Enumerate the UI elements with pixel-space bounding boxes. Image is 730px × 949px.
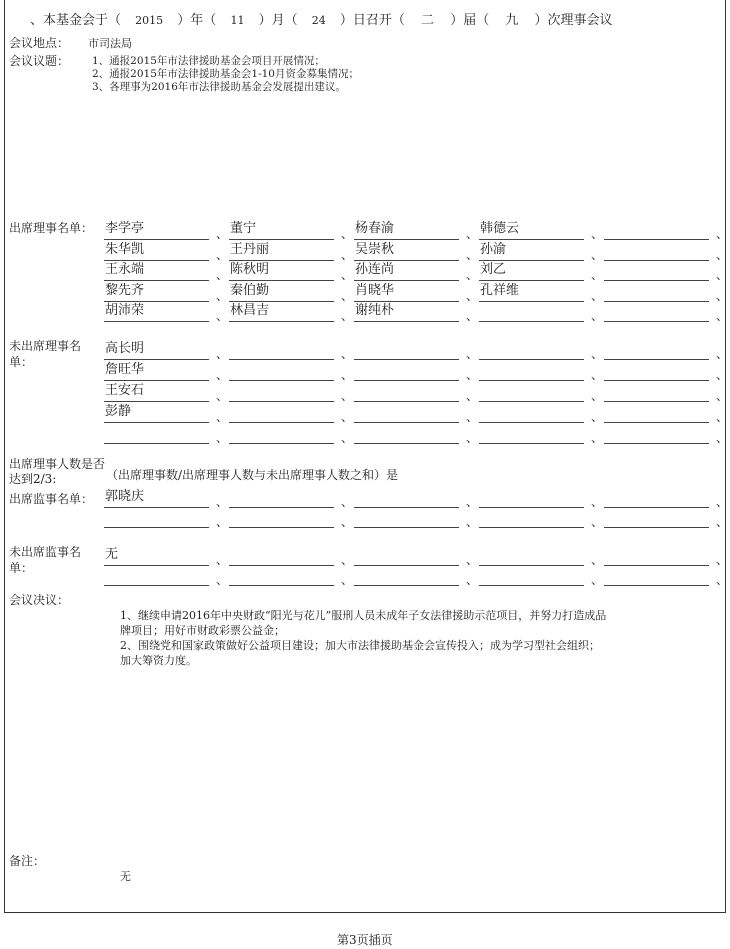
name-cell: 彭静 — [104, 403, 209, 423]
separator-mark: 、 — [591, 309, 604, 323]
header-day: 24 — [311, 14, 326, 27]
name-cell — [354, 508, 459, 528]
separator-mark: 、 — [341, 515, 354, 529]
name-cell: 孙连尚 — [354, 261, 459, 281]
name-cell — [479, 424, 584, 444]
separator-mark: 、 — [716, 309, 729, 323]
separator-mark: 、 — [466, 515, 479, 529]
separator-mark: 、 — [216, 368, 229, 382]
name-cell — [229, 382, 334, 402]
quorum-label: 出席理事人数是否达到2/3: — [9, 457, 106, 486]
name-cell — [354, 361, 459, 381]
separator-mark: 、 — [591, 495, 604, 509]
separator-mark: 、 — [716, 431, 729, 445]
separator-mark: 、 — [591, 431, 604, 445]
name-cell — [479, 302, 584, 322]
separator-mark: 、 — [216, 227, 229, 241]
separator-mark: 、 — [216, 431, 229, 445]
separator-mark: 、 — [341, 553, 354, 567]
quorum-note: （出席理事数/出席理事人数与未出席理事人数之和）是 — [106, 468, 399, 482]
header-day-suffix: ）日召开（ — [339, 13, 405, 28]
name-cell — [229, 546, 334, 566]
separator-mark: 、 — [591, 227, 604, 241]
separator-mark: 、 — [716, 515, 729, 529]
separator-mark: 、 — [591, 410, 604, 424]
name-cell: 董宁 — [229, 220, 334, 240]
name-cell — [604, 566, 709, 586]
agenda-item: 3、各理事为2016年市法律援助基金会发展提出建议。 — [92, 81, 346, 93]
name-cell — [354, 546, 459, 566]
separator-mark: 、 — [341, 247, 354, 262]
name-cell — [229, 340, 334, 360]
separator-mark: 、 — [466, 495, 479, 509]
name-cell — [104, 566, 209, 586]
name-cell: 詹旺华 — [104, 361, 209, 381]
name-cell — [229, 566, 334, 586]
name-cell — [604, 282, 709, 302]
name-cell: 吴崇秋 — [354, 241, 459, 261]
name-cell — [229, 361, 334, 381]
name-cell: 胡沛荣 — [104, 302, 209, 322]
remarks-value: 无 — [120, 870, 131, 883]
separator-mark: 、 — [341, 573, 354, 587]
separator-mark: 、 — [341, 227, 354, 241]
separator-mark: 、 — [716, 495, 729, 509]
location-value: 市司法局 — [88, 37, 132, 50]
name-cell — [604, 361, 709, 381]
name-cell — [604, 340, 709, 360]
separator-mark: 、 — [466, 389, 479, 403]
name-cell: 肖晓华 — [354, 282, 459, 302]
separator-mark: 、 — [466, 227, 479, 241]
resolution-item: 2、围绕党和国家政策做好公益项目建设；加大市法律援助基金会宣传投入；成为学习型社会组织；加大筹资力度。 — [120, 639, 600, 667]
name-cell — [604, 220, 709, 240]
separator-mark: 、 — [466, 410, 479, 424]
separator-mark: 、 — [466, 268, 479, 282]
name-cell: 王丹丽 — [229, 241, 334, 261]
name-cell — [229, 424, 334, 444]
header-meeting-suffix: ）次理事会议 — [534, 13, 613, 28]
separator-mark: 、 — [591, 288, 604, 303]
separator-mark: 、 — [591, 347, 604, 361]
header-month-suffix: ）月（ — [258, 13, 298, 28]
separator-mark: 、 — [591, 573, 604, 587]
name-cell — [479, 403, 584, 423]
separator-mark: 、 — [716, 227, 729, 241]
name-cell: 孔祥维 — [479, 282, 584, 302]
remarks-label: 备注： — [9, 854, 46, 868]
absent-directors-label: 未出席理事名单： — [9, 339, 82, 369]
name-cell — [229, 403, 334, 423]
separator-mark: 、 — [341, 410, 354, 424]
name-cell: 秦伯勤 — [229, 282, 334, 302]
name-cell — [479, 382, 584, 402]
name-cell — [604, 488, 709, 508]
name-cell: 黎先齐 — [104, 282, 209, 302]
separator-mark: 、 — [716, 347, 729, 361]
name-cell: 王永端 — [104, 261, 209, 281]
name-cell — [354, 424, 459, 444]
name-cell — [604, 302, 709, 322]
separator-mark: 、 — [216, 268, 229, 282]
separator-mark: 、 — [216, 347, 229, 361]
name-cell — [229, 488, 334, 508]
header-session-suffix: ）届（ — [450, 13, 490, 28]
location-label: 会议地点： — [9, 36, 70, 50]
name-cell: 林昌吉 — [229, 302, 334, 322]
separator-mark: 、 — [216, 495, 229, 509]
header-meeting-no: 九 — [505, 13, 519, 28]
name-cell: 王安石 — [104, 382, 209, 402]
separator-mark: 、 — [716, 268, 729, 282]
separator-mark: 、 — [716, 410, 729, 424]
separator-mark: 、 — [716, 389, 729, 403]
resolutions-list — [120, 608, 610, 668]
agenda-item: 1、通报2015年市法律援助基金会项目开展情况； — [92, 55, 325, 67]
agenda-item: 2、通报2015年市法律援助基金会1-10月资金募集情况； — [92, 68, 359, 80]
resolutions-label: 会议决议： — [9, 593, 70, 607]
name-cell — [604, 403, 709, 423]
header-month: 11 — [230, 14, 245, 27]
separator-mark: 、 — [716, 553, 729, 567]
separator-mark: 、 — [591, 268, 604, 282]
page-footer: 第3页插页 — [337, 933, 393, 947]
name-cell: 谢纯朴 — [354, 302, 459, 322]
name-cell — [604, 261, 709, 281]
separator-mark: 、 — [591, 368, 604, 382]
name-cell — [479, 488, 584, 508]
name-cell: 李学亭 — [104, 220, 209, 240]
header-prefix: 、本基金会于（ — [30, 13, 122, 28]
separator-mark: 、 — [216, 573, 229, 587]
separator-mark: 、 — [466, 247, 479, 262]
separator-mark: 、 — [216, 247, 229, 262]
separator-mark: 、 — [341, 288, 354, 303]
name-cell — [604, 241, 709, 261]
name-cell: 郭晓庆 — [104, 488, 209, 508]
separator-mark: 、 — [466, 347, 479, 361]
separator-mark: 、 — [466, 288, 479, 303]
name-cell — [604, 508, 709, 528]
separator-mark: 、 — [466, 573, 479, 587]
separator-mark: 、 — [341, 347, 354, 361]
separator-mark: 、 — [216, 389, 229, 403]
name-cell — [479, 566, 584, 586]
header-year-suffix: ）年（ — [177, 13, 217, 28]
name-cell: 无 — [104, 546, 209, 566]
attending-directors-label: 出席理事名单： — [9, 221, 94, 235]
separator-mark: 、 — [466, 368, 479, 382]
agenda-label: 会议议题： — [9, 54, 70, 68]
separator-mark: 、 — [716, 368, 729, 382]
name-cell: 韩德云 — [479, 220, 584, 240]
separator-mark: 、 — [216, 553, 229, 567]
name-cell — [479, 340, 584, 360]
separator-mark: 、 — [216, 515, 229, 529]
name-cell — [604, 546, 709, 566]
form-frame — [4, 0, 729, 913]
separator-mark: 、 — [216, 309, 229, 323]
separator-mark: 、 — [341, 309, 354, 323]
separator-mark: 、 — [466, 553, 479, 567]
separator-mark: 、 — [591, 553, 604, 567]
name-cell — [354, 382, 459, 402]
name-cell — [479, 361, 584, 381]
agenda-list — [92, 55, 359, 94]
separator-mark: 、 — [466, 431, 479, 445]
name-cell: 孙渝 — [479, 241, 584, 261]
separator-mark: 、 — [591, 389, 604, 403]
name-cell — [604, 382, 709, 402]
separator-mark: 、 — [716, 288, 729, 303]
name-cell — [104, 508, 209, 528]
separator-mark: 、 — [591, 247, 604, 262]
name-cell: 杨春渝 — [354, 220, 459, 240]
absent-supervisors-label: 未出席监事名单： — [9, 545, 82, 575]
name-cell — [229, 508, 334, 528]
separator-mark: 、 — [591, 515, 604, 529]
separator-mark: 、 — [466, 309, 479, 323]
name-cell — [104, 424, 209, 444]
name-cell: 刘乙 — [479, 261, 584, 281]
name-cell — [354, 340, 459, 360]
name-cell — [354, 566, 459, 586]
meeting-header — [30, 9, 613, 28]
separator-mark: 、 — [716, 573, 729, 587]
separator-mark: 、 — [216, 288, 229, 303]
name-cell: 陈秋明 — [229, 261, 334, 281]
name-cell: 高长明 — [104, 340, 209, 360]
header-session: 二 — [421, 13, 435, 28]
separator-mark: 、 — [341, 431, 354, 445]
name-cell — [354, 488, 459, 508]
name-cell — [354, 403, 459, 423]
attending-supervisors-label: 出席监事名单： — [9, 492, 94, 506]
name-cell — [479, 546, 584, 566]
header-year: 2015 — [135, 14, 164, 27]
separator-mark: 、 — [341, 368, 354, 382]
separator-mark: 、 — [216, 410, 229, 424]
separator-mark: 、 — [716, 247, 729, 262]
name-cell — [479, 508, 584, 528]
separator-mark: 、 — [341, 389, 354, 403]
name-cell: 朱华凯 — [104, 241, 209, 261]
resolution-item: 1、继续申请2016年中央财政“阳光与花儿”服刑人员未成年子女法律援助示范项目，并努力打造成品牌项目；用好市财政彩票公益金； — [120, 609, 607, 637]
separator-mark: 、 — [341, 495, 354, 509]
name-cell — [604, 424, 709, 444]
separator-mark: 、 — [341, 268, 354, 282]
